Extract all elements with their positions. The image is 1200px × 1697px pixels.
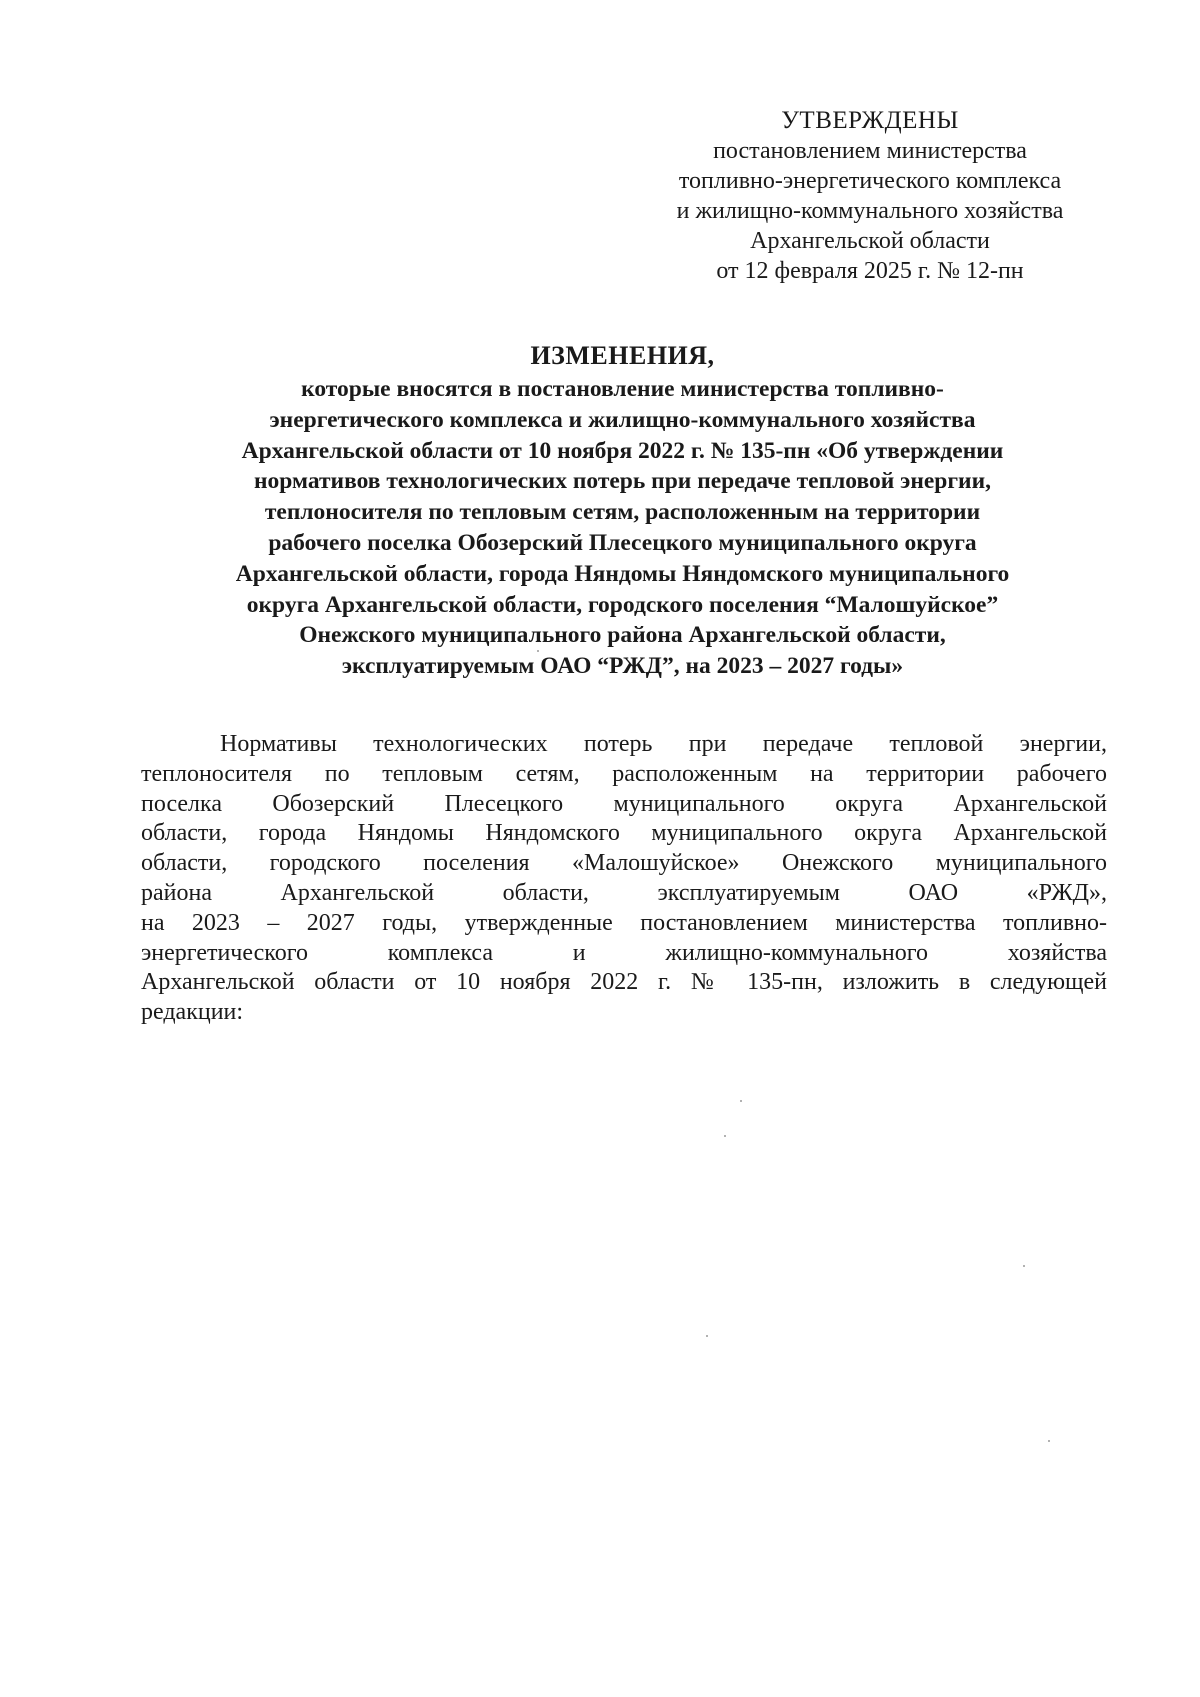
body-line: на 2023 – 2027 годы, утвержденные постановлением министерства топливно- [141, 909, 1107, 936]
approval-line: топливно-энергетического комплекса [678, 168, 1062, 194]
scan-speck [537, 650, 539, 652]
body-line: теплоносителя по тепловым сетям, расположенным на территории рабочего [141, 760, 1107, 787]
changes-heading-line: округа Архангельской области, городского поселения “Малошуйское” [246, 591, 999, 618]
body-line: поселка Обозерский Плесецкого муниципального округа Архангельской [141, 790, 1107, 817]
body-line: редакции: [141, 999, 244, 1026]
changes-heading-line: энергетического комплекса и жилищно-коммунального хозяйства [269, 406, 976, 433]
approval-line: Архангельской области [750, 228, 990, 254]
approval-line: и жилищно-коммунального хозяйства [676, 198, 1064, 224]
body-line: области, города Няндомы Няндомского муниципального округа Архангельской [141, 820, 1107, 847]
changes-heading-line: теплоносителя по тепловым сетям, расположенным на территории [264, 499, 981, 526]
changes-heading-line: нормативов технологических потерь при передаче тепловой энергии, [254, 468, 991, 495]
body-line: энергетического комплекса и жилищно-коммунального хозяйства [141, 939, 1107, 966]
approval-block [620, 106, 1120, 286]
body-line: Нормативы технологических потерь при передаче тепловой энергии, [220, 731, 1107, 757]
changes-heading-block [140, 338, 1105, 682]
approval-line: постановлением министерства [713, 138, 1027, 164]
body-line: области, городского поселения «Малошуйское» Онежского муниципального [141, 850, 1107, 877]
changes-heading-line: Онежского муниципального района Архангельской области, [299, 622, 946, 649]
changes-heading-line: Архангельской области от 10 ноября 2022 г. № 135-пн «Об утверждении [241, 437, 1004, 464]
approval-title: УТВЕРЖДЕНЫ [781, 107, 959, 134]
scan-speck [1048, 1440, 1050, 1442]
changes-heading-line: которые вносятся в постановление министерства топливно- [301, 376, 944, 402]
scan-speck [706, 1335, 708, 1337]
scan-speck [1023, 1265, 1025, 1267]
body-line: района Архангельской области, эксплуатируемым ОАО «РЖД», [141, 879, 1107, 906]
scan-speck [724, 1135, 726, 1137]
scan-speck [740, 1100, 742, 1102]
body-paragraph [141, 730, 1107, 1028]
changes-heading-line: Архангельской области, города Няндомы Няндомского муниципального [235, 560, 1010, 587]
changes-title: ИЗМЕНЕНИЯ, [530, 341, 715, 370]
body-line: Архангельской области от 10 ноября 2022 г. № 135-пн, изложить в следующей [141, 969, 1107, 996]
changes-heading-line: эксплуатируемым ОАО “РЖД”, на 2023 – 2027 годы» [341, 653, 904, 680]
approval-date-line: от 12 февраля 2025 г. № 12-пн [716, 258, 1024, 284]
changes-heading-line: рабочего поселка Обозерский Плесецкого муниципального округа [268, 529, 977, 556]
